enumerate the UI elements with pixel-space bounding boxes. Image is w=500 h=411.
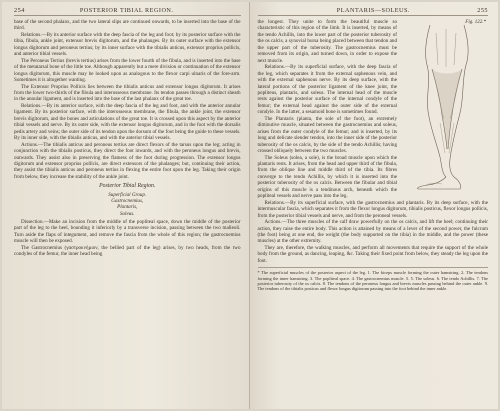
paragraph: Relations.—By its anterior surface, with the deep fascia of the leg and foot, and with the anterior annular ligament. By its posterior surface, with the interosseous membrane, the fibula, the ankle joint, the extensor brevis digitorum, and the bones and articulations of the great toe. It is crossed upon this aspect by the anterior tibial vessels and nerve. By its outer side, with the extensor longus digitorum, and in the foot with the dorsalis pedis artery and veins; the outer side of its tendon upon the dorsum of the foot being the guide to these vessels. By its inner side, with the tibialis anticus, and with the anterior tibial vessels.: [14, 102, 241, 142]
paragraph: Relations.—By its superficial surface, with the deep fascia of the leg, which separates it from the external saphenous vein, and with the external saphenous nerve. By its deep surface, with the lateral portions of the posterior ligament of the knee joint, the popliteus, plantaris, and soleus. The internal head of the muscle rests against the posterior surface of the internal condyle of the femur; the external head against the outer side of the external condyle. In the latter, a sesamoid bone is sometimes found.: [257, 64, 397, 116]
muscle-list-item: Gastrocnemius,: [111, 198, 144, 205]
muscle-list-item: Soleus.: [119, 210, 135, 217]
paragraph: The Plantaris (planta, the sole of the foot), an extremely diminutive muscle, situated between the gastrocnemius and soleus, arises from the outer condyle of the femur; and is inserted, by its long and delicate slender tendon, into the inner side of the posterior tuberosity of the os calcis, by the side of the tendo Achillis; having crossed obliquely between the two muscles.: [257, 115, 397, 155]
paragraph: the longest. They unite to form the beautiful muscle so characteristic of this region of the limb. It is inserted, by means of the tendo Achillis, into the lower part of the posterior tuberosity of the os calcis, a synovial bursa being placed between that tendon and the upper part of the tuberosity. The gastrocnemius must be removed from its origin, and turned down, in order to expose the next muscle.: [257, 19, 397, 64]
paragraph: Actions.—The three muscles of the calf draw powerfully on the os calcis, and lift the heel; continuing their action, they raise the entire body. This action is attained by means of a lever of the second power, the fulcrum (the foot) being at one end, the weight (the body supported on the tibia) in the middle, and the power (these muscles) at the other extremity.: [257, 219, 488, 245]
paragraph: Dissection.—Make an incision from the middle of the popliteal space, down the middle of the posterior part of the leg to the heel, bounding it inferiorly by a transverse incision, passing between the two malleoli. Turn aside the flaps of integument, and remove the fascia from the whole of this region; the gastrocnemius muscle will then be exposed.: [14, 218, 241, 245]
paragraph: Relations.—By its anterior surface with the deep fascia of the leg and foot; by its posterior surface with the tibia, fibula, ankle joint, extensor brevis digitorum, and the phalanges. By its outer surface with the extensor longus digitorum and peroneus tertius; by its inner surface with the tibialis anticus, extensor proprius pollicis, and anterior tibial vessels.: [14, 31, 241, 58]
page-number: 255: [477, 7, 488, 14]
paragraph: The Extensor Proprius Pollicis lies between the tibialis anticus and extensor longus digitorum. It arises from the lower two-thirds of the fibula and interosseous membrane. Its tendon passes through a distinct sheath in the annular ligament, and is inserted into the base of the last phalanx of the great toe.: [14, 83, 241, 103]
figure-label: Fig. 122.*: [465, 20, 486, 25]
left-body-text: [14, 19, 241, 258]
leg-muscle-figure: [402, 19, 488, 191]
left-page: [2, 2, 249, 409]
right-page: [250, 2, 499, 409]
group-title: Superficial Group.: [108, 191, 147, 198]
leg-illustration: [402, 19, 488, 191]
paragraph: The Peroneus Tertius (brevis tertius) arises from the lower fourth of the fibula, and is inserted into the base of the metatarsal bone of the little toe. Although apparently but a mere division or continuation of the extensor longus digitorum, this muscle may be looked upon as analogous to the flexor carpi ulnaris of the fore-arm. Sometimes it is altogether wanting.: [14, 57, 241, 84]
paragraph: base of the second phalanx, and the two lateral slips are continued onwards, to be inserted into the base of the third.: [14, 19, 241, 32]
right-body-text: [258, 19, 489, 291]
paragraph: Actions.—The tibialis anticus and peroneus tertius are direct flexors of the tarsus upon the leg; acting in conjunction with the tibialis posticus, they direct the foot inwards, and with the peroneus longus and brevis, outwards. They assist also in preserving the flatness of the foot during progression. The extensor longus digitorum and extensor proprius pollicis, are direct extensors of the phalanges; but, continuing their action, they assist the tibialis anticus and peroneus tertius in flexing the entire foot upon the leg. Taking their origin from below, they increase the stability of the ankle joint.: [14, 141, 241, 180]
figure-footnote: * The superficial muscles of the posterior aspect of the leg. 1. The biceps muscle forming the outer hamstring. 2. The tendons forming the inner hamstring. 3. The popliteal space. 4. The gastrocnemius muscle. 5. 5. The soleus. 6. The tendo Achillis. 7. The posterior tuberosity of the os calcis. 8. The tendons of the peroneus longus and brevis muscles passing behind the outer ankle. 9. The tendons of the tibialis posticus and flexor longus digitorum passing into the foot behind the inner ankle.: [258, 267, 489, 291]
paragraph: The Soleus (solea, a sole), is the broad muscle upon which the plantaris rests. It arises, from the head and upper third of the fibula, from the oblique line and middle third of the tibia. Its fibres converge to the tendo Achillis, by which it is inserted into the posterior tuberosity of the os calcis. Between the fibular and tibial origins of this muscle is a tendinous arch, beneath which the popliteal vessels and nerve pass into the leg.: [257, 154, 397, 200]
section-title: Posterior Tibial Region.: [99, 183, 156, 190]
muscle-list-item: Plantaris,: [117, 204, 138, 211]
right-running-head: [258, 7, 489, 16]
running-head-title: POSTERIOR TIBIAL REGION.: [79, 7, 174, 14]
book-spread: [2, 2, 498, 409]
paragraph: They are, therefore, the walking muscles, and perform all movements that require the support of the whole body from the ground, as dancing, leaping, &c. Taking their fixed point from below, they steady the leg upon the foot.: [257, 244, 488, 264]
paragraph: The Gastrocnemius (γαστροκνήμιον, the bellied part of the leg) arises, by two heads, from the two condyles of the femur, the inner head being: [14, 244, 241, 258]
paragraph: Relations.—By its superficial surface, with the gastrocnemius and plantaris. By its deep surface, with the intermuscular fascia, which separates it from the flexor longus digitorum, tibialis posticus, flexor longus pollicis, from the posterior tibial vessels and nerve, and from the peroneal vessels.: [257, 199, 488, 219]
page-number: 254: [14, 7, 25, 14]
left-running-head: [14, 7, 241, 16]
running-head-title: PLANTARIS—SOLEUS.: [336, 7, 410, 14]
